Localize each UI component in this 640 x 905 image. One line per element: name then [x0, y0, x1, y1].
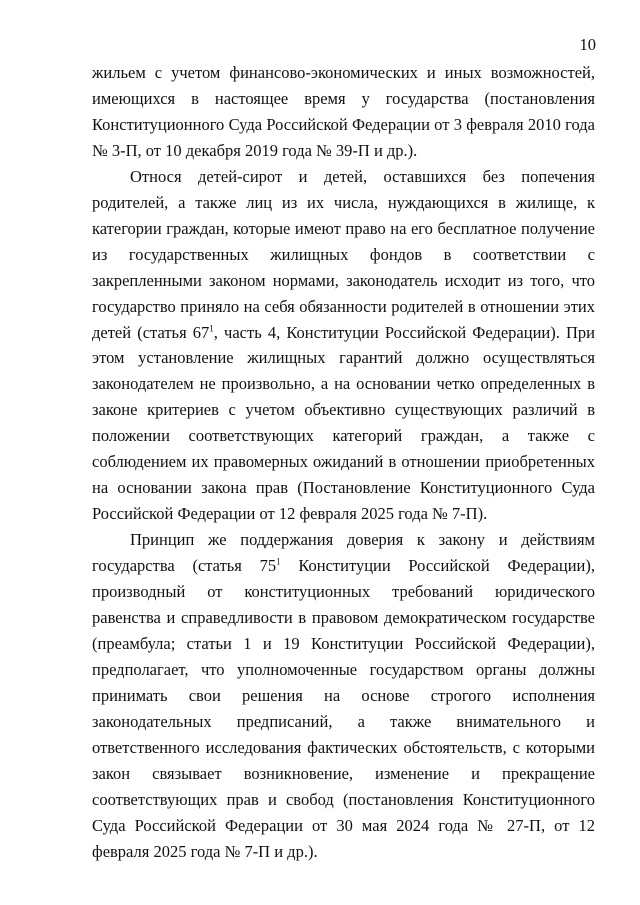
paragraph-text: Принцип же поддержания доверия к закону и действиям государства (статья 75 — [92, 530, 595, 576]
paragraph-text: жильем с учетом финансово-экономических и иных возможностей, имеющихся в настоящее время у государства (постановления Конституционного Суда Российской Федерации от 3 февраля 2010 года № 3-П, от 10 декабря 2019 года № 39-П и др.). — [92, 63, 595, 160]
page-number: 10 — [579, 35, 596, 54]
document-body — [92, 60, 595, 865]
superscript: 1 — [209, 323, 214, 334]
paragraph-text: Относя детей-сирот и детей, оставшихся без попечения родителей, а также лиц из их числа, нуждающихся в жилище, к категории граждан, которые имеют право на его бесплатное получение из государственных жилищных фондов в соответствии с закрепленными законом нормами, законодатель исходит из того, что государство приняло на себя обязанности родителей в отношении этих детей (статья 67 — [92, 166, 595, 342]
paragraph — [92, 164, 595, 527]
paragraph — [92, 527, 595, 864]
paragraph — [92, 60, 595, 164]
paragraph-text: , часть 4, Конституции Российской Федерации). При этом установление жилищных гарантий должно осуществляться законодателем не произвольно, а на основании четко определенных в законе критериев с учетом объективно существующих различий в положении соответствующих категорий граждан, а также с соблюдением их правомерных ожиданий в отношении приобретенных на основании закона прав (Постановление Конституционного Суда Российской Федерации от 12 февраля 2025 года № 7-П). — [92, 322, 595, 524]
superscript: 1 — [276, 556, 281, 567]
paragraph-text: Конституции Российской Федерации), производный от конституционных требований юридического равенства и справедливости в правовом демократическом государстве (преамбула; статьи 1 и 19 Конституции Российской Федерации), предполагает, что уполномоченные государством органы должны принимать свои решения на основе строгого исполнения законодательных предписаний, а также внимательного и ответственного исследования фактических обстоятельств, с которыми закон связывает возникновение, изменение и прекращение соответствующих прав и свобод (постановления Конституционного Суда Российской Федерации от 30 мая 2024 года № 27-П, от 12 февраля 2025 года № 7-П и др.). — [92, 556, 595, 861]
